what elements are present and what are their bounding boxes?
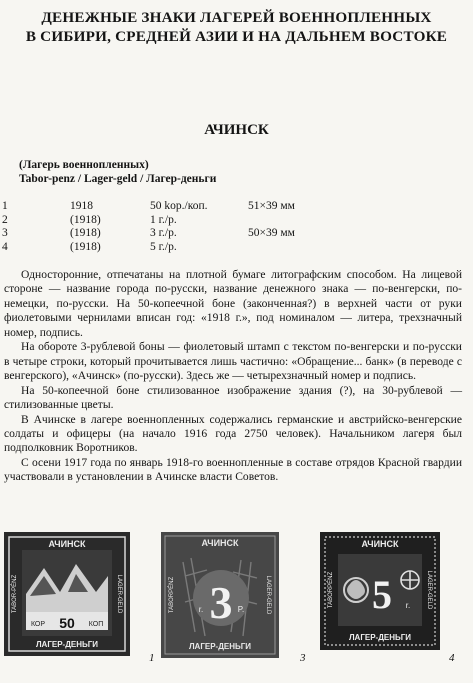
banknote-bottom-text: ЛАГЕР-ДЕНЬГИ [348,633,412,642]
note-value: 5 г./р. [150,240,177,253]
note-row [2,241,295,255]
banknote-50-kop-image [4,532,130,656]
camp-type: (Лагерь военнопленных) [19,159,149,171]
article-heading [0,8,473,46]
note-year: (1918) [70,227,101,239]
banknote-right-text: LAGER-GELD [116,574,122,614]
note-year: (1918) [70,240,101,253]
banknote-3-rub-image [161,532,279,658]
paragraph: С осени 1917 года по январь 1918-го военнопленные в составе отрядов Красной гвардии участвовали в установлении в Ачинске власти Советов. [4,456,462,484]
banknote-top-text: АЧИНСК [201,538,239,548]
banknote-3-rub [161,532,279,660]
heading-line-2: В СИБИРИ, СРЕДНЕЙ АЗИИ И НА ДАЛЬНЕМ ВОСТОКЕ [25,28,448,45]
banknote-5-rub [320,532,440,660]
city-title: АЧИНСК [204,122,269,138]
banknote-value: 5 [372,572,392,617]
banknote-bottom-text: ЛАГЕР-ДЕНЬГИ [35,640,99,649]
caption-note-3: 3 [300,652,306,664]
banknote-top-text: АЧИНСК [361,539,399,549]
banknote-images [0,532,473,664]
banknote-r-text: r. [405,601,411,610]
caption-note-4: 4 [449,652,455,664]
note-number: 3 [2,227,8,239]
heading-line-1: ДЕНЕЖНЫЕ ЗНАКИ ЛАГЕРЕЙ ВОЕННОПЛЕННЫХ [41,9,432,26]
banknote-r-text: P. [237,605,245,614]
note-value: 50 kop./коп. [150,200,208,212]
article-body [4,268,462,485]
note-number: 4 [2,240,8,253]
banknote-top-text: АЧИНСК [48,539,86,549]
banknote-left-text: TABORPÉNZ [328,571,334,609]
camp-subtitle [19,158,216,186]
banknote-value: 50 [59,615,75,631]
banknote-5-rub-image [320,532,440,650]
banknote-kop-text-2: КОП [88,621,104,628]
note-list [2,200,295,254]
note-size [248,214,295,228]
note-number: 1 [2,200,8,212]
banknote-g-text: r. [198,605,204,614]
camp-note-names: Tabor-penz / Lager-geld / Лагер-деньги [19,173,217,185]
note-row [2,227,295,241]
note-size: 50×39 мм [248,227,295,239]
banknote-right-text: LAGER-GELD [265,575,271,615]
banknote-50-kop [4,532,130,660]
paragraph: В Ачинске в лагере военнопленных содержались германские и австрийско-венгерские солдаты и офицеры (на начало 1916 года 2750 человек). Начальником лагеря был подполковник Воротников. [4,413,462,455]
note-value: 3 г./р. [150,227,177,239]
note-row [2,214,295,228]
note-value: 1 г./р. [150,213,177,226]
note-year: 1918 [70,200,93,212]
note-size: 51×39 мм [248,200,295,212]
note-size [248,241,295,255]
banknote-value: 3 [209,577,233,628]
note-row [2,200,295,214]
note-year: (1918) [70,213,101,226]
paragraph: На 50-копеечной боне стилизованное изображение здания (?), на 30-рублевой — стилизованные цветы. [4,384,462,412]
banknote-kop-text: КОР [30,621,46,628]
caption-note-1: 1 [149,652,155,664]
banknote-bottom-text: ЛАГЕР-ДЕНЬГИ [188,642,252,651]
banknote-right-text: LAGER-GELD [426,570,432,610]
paragraph: Односторонние, отпечатаны на плотной бумаге литографским способом. На лицевой стороне — название города по-русски, название денежного знака — по-венгерски, по-немецки, по-русски. На 50-копеечной боне (законченная?) в верхней части от руки фиолетовыми чернилами вписан год: «1918 г.», под номиналом — литера, трехзначный номер, подпись. [4,269,462,339]
banknote-left-text: TABORPÉNZ [169,576,175,614]
note-number: 2 [2,213,8,226]
banknote-left-text: TABOR-PÉNZ [12,574,18,614]
paragraph: На обороте 3-рублевой боны — фиолетовый штамп с текстом по-венгерски и по-русски в четыре строки, который прочитывается лишь частично: «Обращение... банк» (в переводе с венгерского), «Ачинск» (по-русски). Здесь же — четырехзначный номер и подпись. [4,341,462,383]
